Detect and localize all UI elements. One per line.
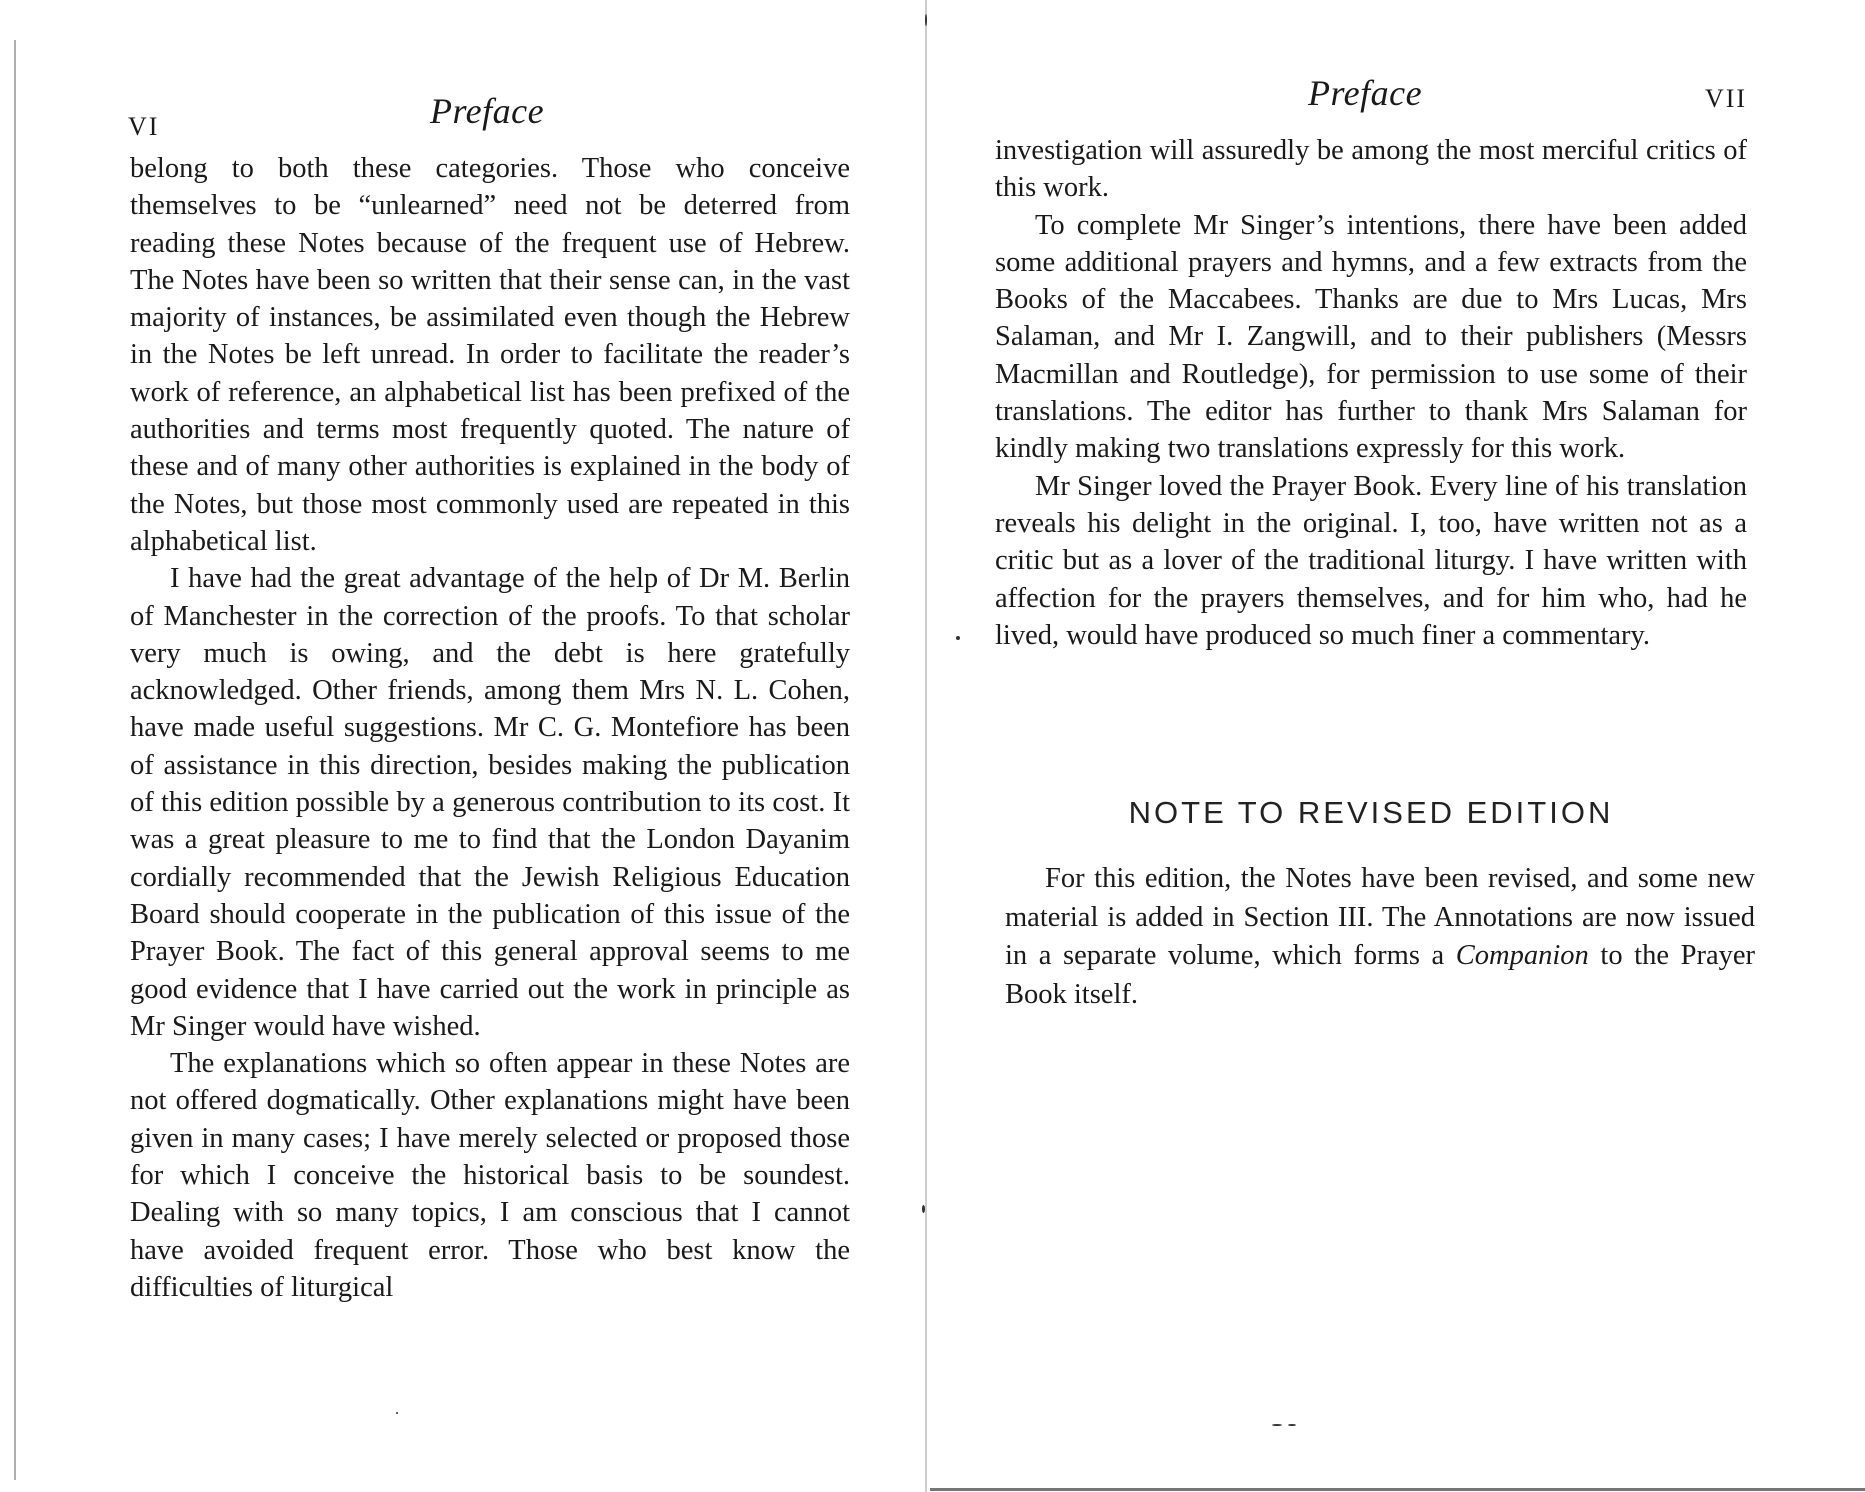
ink-speck — [1272, 1424, 1282, 1426]
right-page-body — [995, 132, 1747, 654]
left-page-number: VI — [128, 112, 160, 141]
right-running-head: Preface — [1308, 73, 1423, 113]
right-paragraph-2: To complete Mr Singer’s intentions, there have been added some additional prayers and hymns, and a few extracts from the Books of the Maccabees. Thanks are due to Mrs Lucas, Mrs Salaman, and Mr I. Zangwill, and to their publishers (Messrs Macmillan and Routledge), for permission to use some of their translations. The editor has further to thank Mrs Salaman for kindly making two translations expressly for this work. — [995, 209, 1747, 465]
note-paragraph — [1005, 860, 1755, 1014]
left-page-edge — [14, 40, 16, 1480]
note-text-before-italic: For this edition, the Notes have been revised, and some new material is added in Section III. The Annotations are now issued in a separate volume, which forms a — [1005, 863, 1755, 971]
left-paragraph-3: The explanations which so often appear in these Notes are not offered dogmatically. Other explanations might have been given in many cases; I have merely selected or proposed those for which I conceive the historical basis to be soundest. Dealing with so many topics, I am conscious that I cannot have avoided frequent error. Those who best know the difficulties of liturgical — [130, 1048, 850, 1303]
left-paragraph-2: I have had the great advantage of the help of Dr M. Berlin of Manchester in the correction of the proofs. To that scholar very much is owing, and the debt is here gratefully acknowledged. Other friends, among them Mrs N. L. Cohen, have made useful suggestions. Mr C. G. Montefiore has been of assistance in this direction, besides making the publication of this edition possible by a generous contribution to its cost. It was a great pleasure to me to find that the London Dayanim cordially recommended that the Jewish Religious Education Board should cooperate in the publication of this issue of the Prayer Book. The fact of this general approval seems to me good evidence that I have carried out the work in principle as Mr Singer would have wished. — [130, 563, 850, 1042]
ink-speck — [925, 14, 927, 26]
right-page-bottom-edge — [930, 1488, 1865, 1491]
ink-speck — [1288, 1424, 1296, 1426]
book-gutter — [925, 0, 927, 1492]
ink-speck — [956, 636, 960, 640]
right-paragraph-3: Mr Singer loved the Prayer Book. Every line of his translation reveals his delight in the original. I, too, have written not as a critic but as a lover of the traditional liturgy. I have written with affection for the prayers themselves, and for him who, had he lived, would have produced so much finer a commentary. — [995, 470, 1747, 651]
note-body — [1005, 860, 1755, 1014]
ink-speck — [396, 1412, 398, 1414]
right-page-number: VII — [1705, 84, 1748, 113]
left-paragraph-1: belong to both these categories. Those who conceive themselves to be “unlearned” need not be deterred from reading these Notes because of the frequent use of Hebrew. The Notes have been so written that their sense can, in the vast majority of instances, be assimilated even though the Hebrew in the Notes be left unread. In order to facilitate the reader’s work of reference, an alphabetical list has been prefixed of the authorities and terms most frequently quoted. The nature of these and of many other authorities is explained in the body of the Notes, but those most commonly used are repeated in this alphabetical list. — [130, 153, 850, 557]
section-heading: NOTE TO REVISED EDITION — [1128, 795, 1614, 830]
right-paragraph-1: investigation will assuredly be among the most merciful critics of this work. — [995, 135, 1747, 204]
ink-speck — [922, 1205, 925, 1213]
note-text-italic: Companion — [1455, 940, 1589, 971]
left-page-body — [130, 150, 850, 1306]
note-text-after-italic: to the Prayer Book itself. — [1005, 940, 1755, 1010]
left-running-head: Preface — [430, 91, 545, 131]
